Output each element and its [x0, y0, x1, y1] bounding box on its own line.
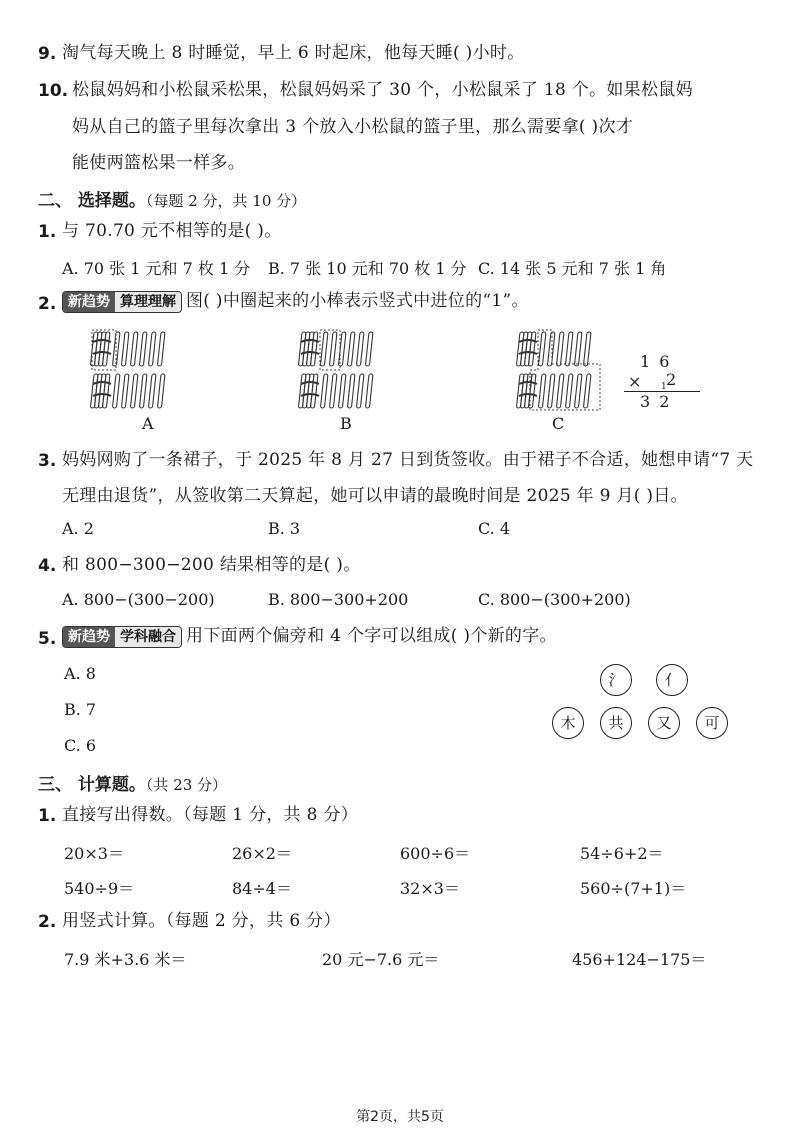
choice-q5-number: 5.	[38, 629, 57, 649]
choice-q5-header	[62, 625, 557, 648]
char-circle-mu: 木	[552, 707, 584, 739]
trend-tag: 新趋势 算理理解	[62, 291, 182, 313]
choice-q3-option-a[interactable]: A. 2	[62, 519, 94, 538]
vertical-operator: ×	[628, 372, 642, 391]
question-9-text: 淘气每天晚上 8 时睡觉，早上 6 时起床，他每天睡( )小时。	[62, 43, 525, 63]
choice-q3-option-b[interactable]: B. 3	[268, 519, 301, 538]
choice-q3-option-c[interactable]: C. 4	[478, 519, 511, 538]
char-circle-gong: 共	[600, 707, 632, 739]
sticks-figures	[80, 326, 720, 416]
section-2-heading	[38, 186, 306, 211]
section-3-heading	[38, 770, 227, 795]
page-footer: 第2页，共5页	[356, 1109, 444, 1125]
question-10-line3: 能使两篮松果一样多。	[72, 153, 245, 173]
choice-q2-header	[62, 290, 529, 313]
vertical-carry: 1	[661, 382, 667, 392]
calc-item: 26×2＝	[232, 844, 292, 863]
choice-q4-option-c[interactable]: C. 800−(300+200)	[478, 590, 631, 609]
choice-q3-line2: 无理由退货”，从签收第二天算起，她可以申请的最晚时间是 2025 年 9 月( )日。	[62, 486, 688, 506]
vertical-top: 1 6	[640, 352, 672, 371]
choice-q5-option-a[interactable]: A. 8	[64, 664, 96, 683]
vertical-result: 3 2	[640, 392, 672, 411]
vertical-multiplier: 2	[666, 370, 677, 389]
char-circle-you: 又	[648, 707, 680, 739]
calc-q2-number: 2.	[38, 912, 57, 932]
choice-q4-option-a[interactable]: A. 800−(300−200)	[62, 590, 215, 609]
choice-q1-option-c[interactable]: C. 14 张 5 元和 7 张 1 角	[478, 259, 667, 278]
section-2-title: 二、 选择题。	[38, 191, 146, 211]
calc-q1-text: 直接写出得数。（每题 1 分，共 8 分）	[62, 805, 359, 825]
question-9-number: 9.	[38, 44, 57, 64]
radical-circle-water: 氵	[600, 664, 632, 696]
calc-item: 560÷(7+1)＝	[580, 879, 687, 898]
choice-q1-option-a[interactable]: A. 70 张 1 元和 7 枚 1 分	[62, 259, 251, 278]
choice-q1-number: 1.	[38, 222, 57, 242]
choice-q1-text: 与 70.70 元不相等的是( )。	[62, 221, 282, 241]
vertical-calc-item: 7.9 米+3.6 米＝	[64, 950, 187, 969]
choice-q5-option-b[interactable]: B. 7	[64, 700, 97, 719]
calc-item: 54÷6+2＝	[580, 844, 664, 863]
calc-item: 20×3＝	[64, 844, 124, 863]
choice-q3-number: 3.	[38, 451, 57, 471]
choice-q3-line1: 妈妈网购了一条裙子，于 2025 年 8 月 27 日到货签收。由于裙子不合适，她想申请“7 天	[62, 450, 754, 470]
figure-c-label[interactable]: C	[552, 414, 565, 433]
calc-item: 600÷6＝	[400, 844, 471, 863]
section-3-title: 三、 计算题。	[38, 775, 146, 795]
question-10-line2: 妈从自己的篮子里每次拿出 3 个放入小松鼠的篮子里，那么需要拿( )次才	[72, 117, 634, 137]
question-10-number: 10.	[38, 81, 69, 101]
calc-q2-text: 用竖式计算。（每题 2 分，共 6 分）	[62, 911, 341, 931]
vertical-calc-item: 20 元−7.6 元＝	[322, 950, 440, 969]
figure-a-sticks	[90, 328, 165, 414]
choice-q1-option-b[interactable]: B. 7 张 10 元和 70 枚 1 分	[268, 259, 467, 278]
vertical-calc-item: 456+124−175＝	[572, 950, 707, 969]
figure-a-label[interactable]: A	[142, 414, 154, 433]
char-circle-ke: 可	[696, 707, 728, 739]
choice-q5-text: 用下面两个偏旁和 4 个字可以组成( )个新的字。	[186, 626, 557, 646]
choice-q4-option-b[interactable]: B. 800−300+200	[268, 590, 409, 609]
figure-b-label[interactable]: B	[340, 414, 352, 433]
section-3-note: （共 23 分）	[145, 776, 228, 794]
figure-b-sticks	[298, 330, 373, 408]
calc-item: 540÷9＝	[64, 879, 135, 898]
calc-q1-number: 1.	[38, 806, 57, 826]
question-10-line1: 松鼠妈妈和小松鼠采松果，松鼠妈妈采了 30 个，小松鼠采了 18 个。如果松鼠妈	[72, 80, 693, 100]
section-2-note: （每题 2 分，共 10 分）	[145, 192, 307, 210]
calc-item: 32×3＝	[400, 879, 460, 898]
choice-q2-text: 图( )中圈起来的小棒表示竖式中进位的“1”。	[186, 291, 529, 311]
choice-q5-option-c[interactable]: C. 6	[64, 736, 97, 755]
choice-q2-number: 2.	[38, 294, 57, 314]
choice-q4-number: 4.	[38, 556, 57, 576]
choice-q4-text: 和 800−300−200 结果相等的是( )。	[62, 555, 361, 575]
radical-circle-person: 亻	[656, 664, 688, 696]
trend-tag: 新趋势 学科融合	[62, 626, 182, 648]
figure-c-sticks	[516, 330, 600, 410]
calc-item: 84÷4＝	[232, 879, 292, 898]
